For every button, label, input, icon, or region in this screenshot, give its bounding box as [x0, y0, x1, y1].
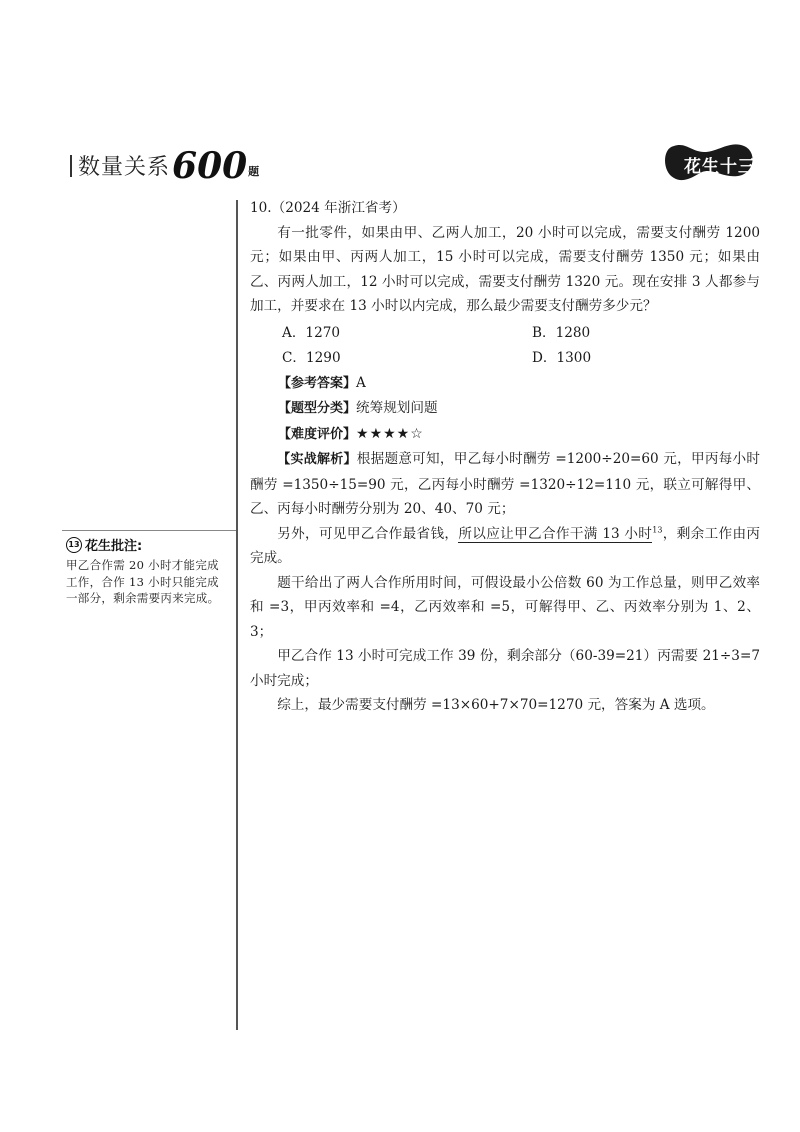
book-suffix: 题	[248, 165, 260, 178]
answer-options	[250, 321, 760, 371]
footnote-marker: 13	[652, 524, 663, 534]
reference-answer-label: 【参考答案】	[278, 375, 357, 391]
question-content	[250, 196, 760, 718]
option-value: 1300	[556, 349, 592, 366]
reference-answer	[250, 371, 760, 397]
reference-answer-value: A	[356, 374, 366, 391]
book-header	[70, 145, 260, 187]
analysis-text-2b: ，剩余工作由丙完成。	[250, 525, 760, 566]
side-note-header	[66, 535, 230, 554]
option-value: 1280	[555, 324, 591, 341]
analysis-text-1: 根据题意可知，甲乙每小时酬劳 =1200÷20=60 元，甲丙每小时酬劳 =1350÷15=90 元，乙丙每小时酬劳 =1320÷12=110 元，联立可解得甲、乙、丙每小时酬劳分别为 20、40、70 元；	[250, 451, 760, 517]
side-note-body: 甲乙合作需 20 小时才能完成工作，合作 13 小时只能完成一部分，剩余需要丙来完成。	[66, 558, 220, 605]
analysis-paragraph-5: 综上，最少需要支付酬劳 =13×60+7×70=1270 元，答案为 A 选项。	[277, 697, 715, 713]
side-note	[66, 535, 230, 607]
side-note-title: 花生批注:	[85, 539, 143, 554]
analysis-paragraph-3: 题干给出了两人合作所用时间，可假设最小公倍数 60 为工作总量，则甲乙效率和 =3，甲丙效率和 =4，乙丙效率和 =5，可解得甲、乙、丙效率分别为 1、2、3；	[250, 574, 760, 640]
column-divider	[236, 200, 238, 1030]
side-note-rule	[62, 530, 236, 531]
analysis-paragraph-4: 甲乙合作 13 小时可完成工作 39 份，剩余部分（60-39=21）丙需要 21÷3=7 小时完成；	[250, 648, 760, 689]
option-letter: D．	[532, 349, 557, 366]
note-number-badge: 13	[66, 537, 82, 553]
analysis-label: 【实战解析】	[277, 452, 357, 467]
question-type-label: 【题型分类】	[278, 401, 357, 416]
option-letter: A．	[282, 324, 306, 341]
option-d	[532, 346, 782, 371]
brand-name: 花生十三	[684, 157, 756, 177]
question-type	[250, 396, 760, 422]
option-letter: B．	[532, 324, 556, 341]
difficulty-stars: ★★★★☆	[356, 425, 424, 442]
question-heading: 10.（2024 年浙江省考）	[250, 200, 406, 216]
option-value: 1270	[305, 324, 341, 341]
option-letter: C．	[282, 349, 306, 366]
analysis-text-2a: 另外，可见甲乙合作最省钱，	[277, 525, 459, 542]
option-value: 1290	[306, 349, 341, 366]
option-b	[532, 321, 782, 346]
difficulty-rating	[250, 422, 760, 448]
analysis-paragraph-2	[250, 522, 760, 571]
option-a	[282, 321, 532, 346]
question-type-value: 统筹规划问题	[356, 400, 438, 416]
analysis-underlined-text: 所以应让甲乙合作干满 13 小时	[458, 525, 653, 542]
analysis-paragraph-1	[250, 447, 760, 522]
book-number: 600	[172, 145, 248, 187]
brand-logo	[660, 138, 760, 186]
book-title: 数量关系	[78, 155, 171, 180]
question-stem: 有一批零件，如果由甲、乙两人加工，20 小时可以完成，需要支付酬劳 1200 元；如果由甲、丙两人加工，15 小时可以完成，需要支付酬劳 1350 元；如果由乙、丙两人加工，12 小时可以完成，需要支付酬劳 1320 元。现在安排 3 人都参与加工，并要求在 13 小时以内完成，那么最少需要支付酬劳多少元？	[250, 224, 760, 314]
difficulty-label: 【难度评价】	[278, 426, 357, 442]
header-divider	[70, 155, 72, 177]
option-c	[282, 346, 532, 371]
